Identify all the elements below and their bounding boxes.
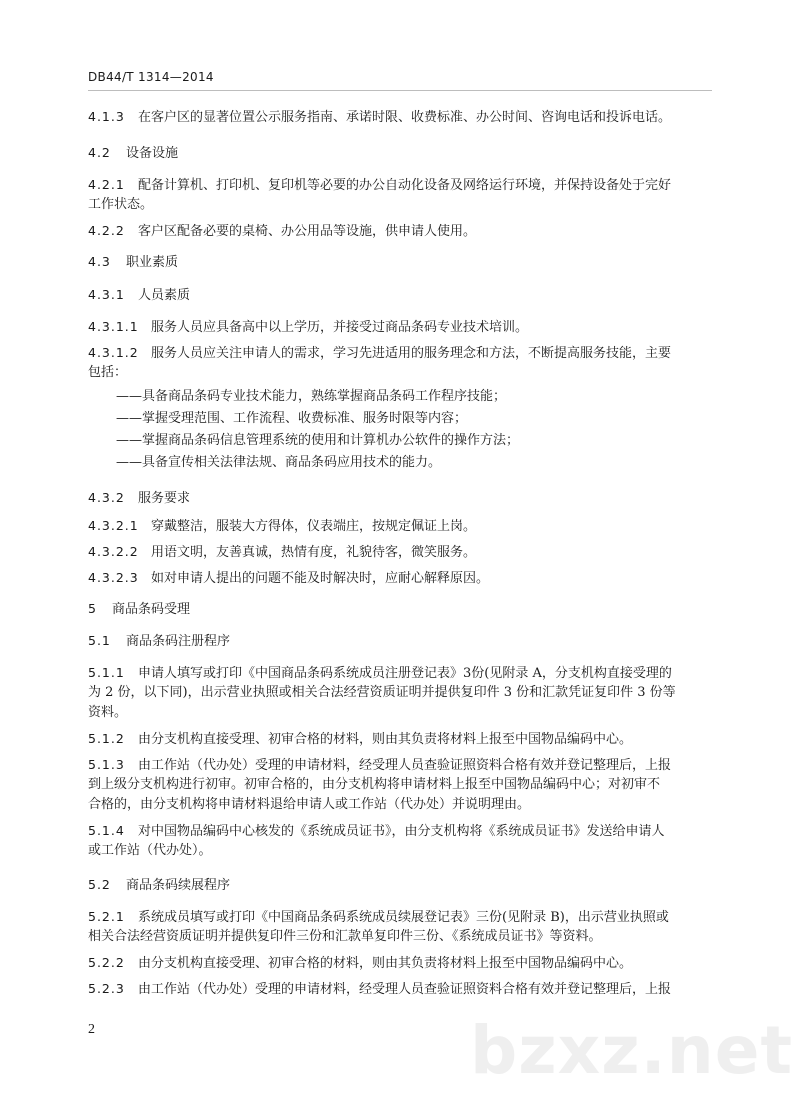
- clause-5-1-1: 5.1.1 申请人填写或打印《中国商品条码系统成员注册登记表》3份(见附录 A，分支机构直接受理的: [88, 665, 672, 681]
- clause-5-1-4-cont: 或工作站（代办处）。: [88, 843, 212, 858]
- clause-5-2-1-cont: 相关合法经营资质证明并提供复印件三份和汇款单复印件三份、《系统成员证书》等资料。: [88, 929, 602, 944]
- clause-4-2-1: 4.2.1 配备计算机、打印机、复印机等必要的办公自动化设备及网络运行环境，并保持设备处于完好: [88, 177, 672, 193]
- section-heading-4-2: 4.2 设备设施: [88, 145, 179, 161]
- section-heading-4-3-2: 4.3.2 服务要求: [88, 490, 191, 506]
- clause-4-3-2-2: 4.3.2.2 用语文明，友善真诚，热情有度，礼貌待客，微笑服务。: [88, 544, 477, 560]
- clause-4-3-1-2: 4.3.1.2 服务人员应关注申请人的需求，学习先进适用的服务理念和方法，不断提高服务技能，主要: [88, 345, 672, 361]
- clause-5-1-3-cont: 合格的，由分支机构将申请材料退给申请人或工作站（代办处）并说明理由。: [88, 797, 531, 812]
- clause-4-3-1-2-cont: 包括：: [88, 365, 128, 380]
- section-heading-5-1: 5.1 商品条码注册程序: [88, 633, 231, 649]
- section-heading-4-3: 4.3 职业素质: [88, 254, 179, 270]
- page-number: 2: [88, 1022, 95, 1037]
- clause-4-2-2: 4.2.2 客户区配备必要的桌椅、办公用品等设施，供申请人使用。: [88, 223, 477, 239]
- clause-5-1-4: 5.1.4 对中国物品编码中心核发的《系统成员证书》，由分支机构将《系统成员证书》发送给申请人: [88, 823, 665, 839]
- section-heading-4-3-1: 4.3.1 人员素质: [88, 287, 191, 303]
- clause-4-3-2-3: 4.3.2.3 如对申请人提出的问题不能及时解决时，应耐心解释原因。: [88, 570, 490, 586]
- clause-4-3-2-1: 4.3.2.1 穿戴整洁，服装大方得体，仪表端庄，按规定佩证上岗。: [88, 518, 477, 534]
- section-heading-5-2: 5.2 商品条码续展程序: [88, 877, 231, 893]
- clause-5-2-3: 5.2.3 由工作站（代办处）受理的申请材料，经受理人员查验证照资料合格有效并登记整理后，上报: [88, 981, 672, 997]
- clause-5-1-1-cont: 为 2 份，以下同)，出示营业执照或相关合法经营资质证明并提供复印件 3 份和汇款凭证复印件 3 份等: [88, 685, 676, 700]
- clause-5-1-3: 5.1.3 由工作站（代办处）受理的申请材料，经受理人员查验证照资料合格有效并登记整理后，上报: [88, 757, 672, 773]
- clause-5-1-3-cont: 到上级分支机构进行初审。初审合格的，由分支机构将申请材料上报至中国物品编码中心；对初审不: [88, 777, 661, 792]
- chapter-heading-5: 5 商品条码受理: [88, 601, 191, 617]
- clause-4-3-1-1: 4.3.1.1 服务人员应具备高中以上学历，并接受过商品条码专业技术培训。: [88, 319, 529, 335]
- list-item: ——具备商品条码专业技术能力，熟练掌握商品条码工作程序技能；: [116, 389, 507, 404]
- clause-5-2-2: 5.2.2 由分支机构直接受理、初审合格的材料，则由其负责将材料上报至中国物品编码中心。: [88, 955, 633, 971]
- list-item: ——具备宣传相关法律法规、商品条码应用技术的能力。: [116, 455, 442, 470]
- clause-5-1-1-cont: 资料。: [88, 705, 128, 720]
- list-item: ——掌握受理范围、工作流程、收费标准、服务时限等内容；: [116, 411, 468, 426]
- clause-5-1-2: 5.1.2 由分支机构直接受理、初审合格的材料，则由其负责将材料上报至中国物品编码中心。: [88, 731, 633, 747]
- list-item: ——掌握商品条码信息管理系统的使用和计算机办公软件的操作方法；: [116, 433, 520, 448]
- standard-code-header: DB44/T 1314—2014: [88, 70, 214, 84]
- watermark: bzxz.net: [470, 1012, 794, 1089]
- clause-5-2-1: 5.2.1 系统成员填写或打印《中国商品条码系统成员续展登记表》三份(见附录 B)，出示营业执照或: [88, 909, 669, 925]
- clause-4-2-1-cont: 工作状态。: [88, 197, 154, 212]
- header-rule: [88, 90, 712, 91]
- clause-4-1-3: 4.1.3 在客户区的显著位置公示服务指南、承诺时限、收费标准、办公时间、咨询电话和投诉电话。: [88, 109, 672, 125]
